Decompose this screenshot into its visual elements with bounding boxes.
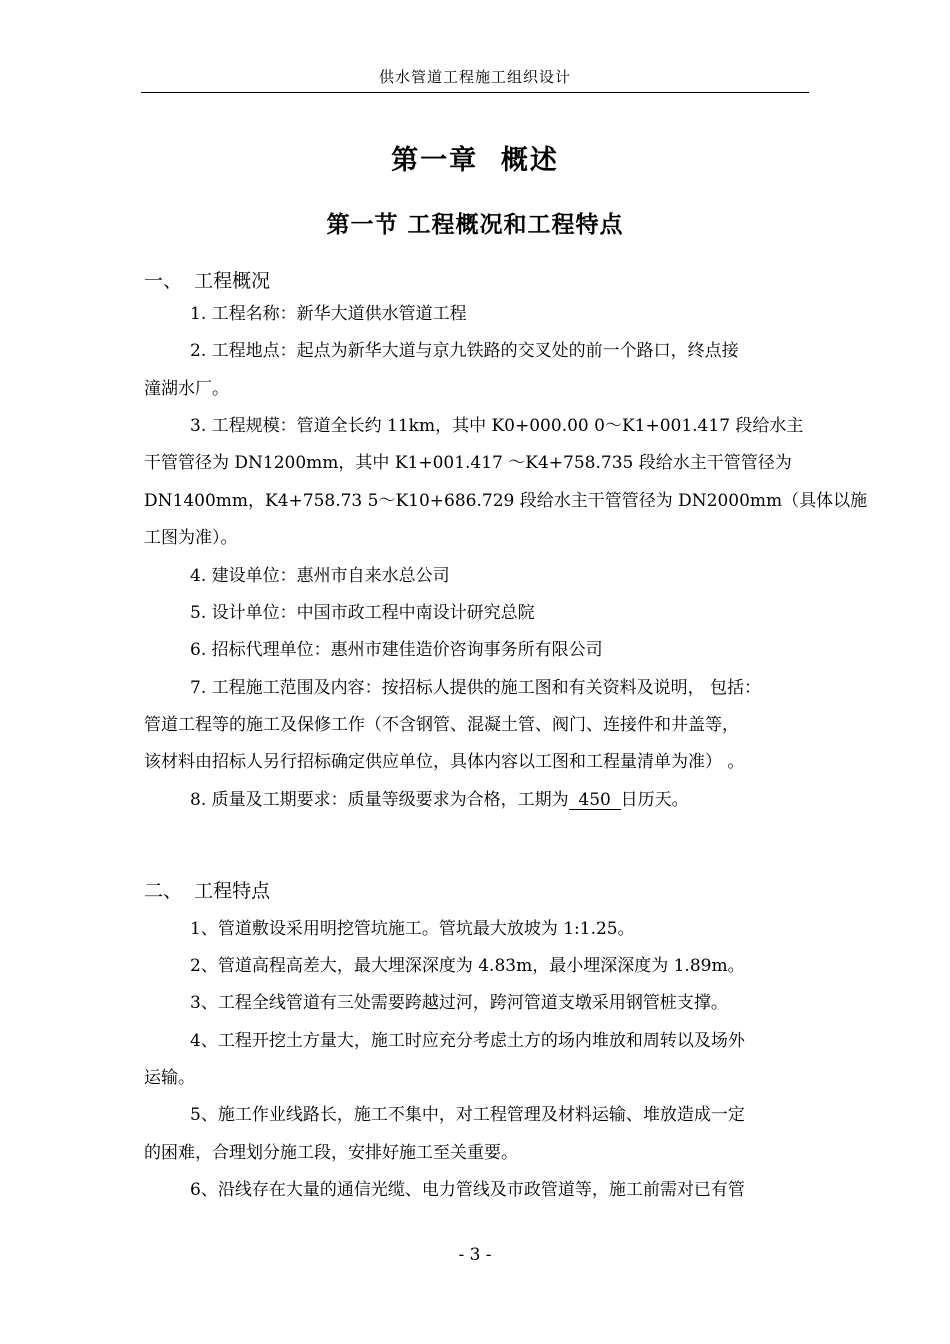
item8-suffix: 日历天。: [620, 790, 689, 810]
paragraph-line: 1. 工程名称：新华大道供水管道工程: [190, 304, 467, 324]
header-divider: [141, 92, 809, 93]
paragraph-line: 7. 工程施工范围及内容：按招标人提供的施工图和有关资料及说明， 包括：: [190, 678, 762, 698]
duration-value: 450: [569, 792, 621, 810]
paragraph-line: 该材料由招标人另行招标确定供应单位，具体内容以工图和工程量清单为准） 。: [144, 752, 745, 772]
part2-heading: 二、 工程特点: [144, 880, 271, 902]
paragraph-line: 6、沿线存在大量的通信光缆、电力管线及市政管道等，施工前需对已有管: [190, 1180, 745, 1200]
paragraph-line: 2、管道高程高差大，最大埋深深度为 4.83m，最小埋深深度为 1.89m。: [190, 956, 745, 976]
part1-heading: 一、 工程概况: [144, 270, 271, 292]
paragraph-line: 的困难，合理划分施工段，安排好施工至关重要。: [144, 1143, 518, 1163]
page-number: - 3 -: [458, 1245, 492, 1265]
paragraph-line: 2. 工程地点：起点为新华大道与京九铁路的交叉处的前一个路口，终点接: [190, 341, 739, 361]
paragraph-line: 1、管道敷设采用明挖管坑施工。管坑最大放坡为 1:1.25。: [190, 919, 635, 939]
paragraph-line: 3. 工程规模：管道全长约 11km，其中 K0+000.00 0～K1+001.417 段给水主: [190, 416, 804, 436]
paragraph-line: 潼湖水厂。: [144, 379, 229, 399]
paragraph-line: 5、施工作业线路长，施工不集中，对工程管理及材料运输、堆放造成一定: [190, 1105, 745, 1125]
paragraph-line: 干管管径为 DN1200mm，其中 K1+001.417 ～K4+758.735 段给水主干管管径为: [144, 453, 792, 473]
paragraph-line: DN1400mm，K4+758.73 5～K10+686.729 段给水主干管管径为 DN2000mm（具体以施: [144, 491, 868, 511]
paragraph-line: 运输。: [144, 1068, 195, 1088]
paragraph-line: 工图为准）。: [144, 528, 238, 548]
paragraph-line: 5. 设计单位：中国市政工程中南设计研究总院: [190, 603, 535, 623]
paragraph-line: 管道工程等的施工及保修工作（不含钢管、混凝土管、阀门、连接件和井盖等，: [144, 715, 739, 735]
chapter-title: 第一章 概述: [391, 145, 559, 176]
item8-line: [190, 792, 689, 810]
section-title: 第一节 工程概况和工程特点: [326, 211, 624, 238]
paragraph-line: 6. 招标代理单位：惠州市建佳造价咨询事务所有限公司: [190, 640, 603, 660]
paragraph-line: 3、工程全线管道有三处需要跨越过河，跨河管道支墩采用钢管桩支撑。: [190, 993, 728, 1013]
running-header: 供水管道工程施工组织设计: [378, 68, 571, 86]
item8-prefix: 8. 质量及工期要求：质量等级要求为合格，工期为: [190, 790, 569, 810]
paragraph-line: 4、工程开挖土方量大，施工时应充分考虑土方的场内堆放和周转以及场外: [190, 1031, 745, 1051]
paragraph-line: 4. 建设单位：惠州市自来水总公司: [190, 566, 450, 586]
